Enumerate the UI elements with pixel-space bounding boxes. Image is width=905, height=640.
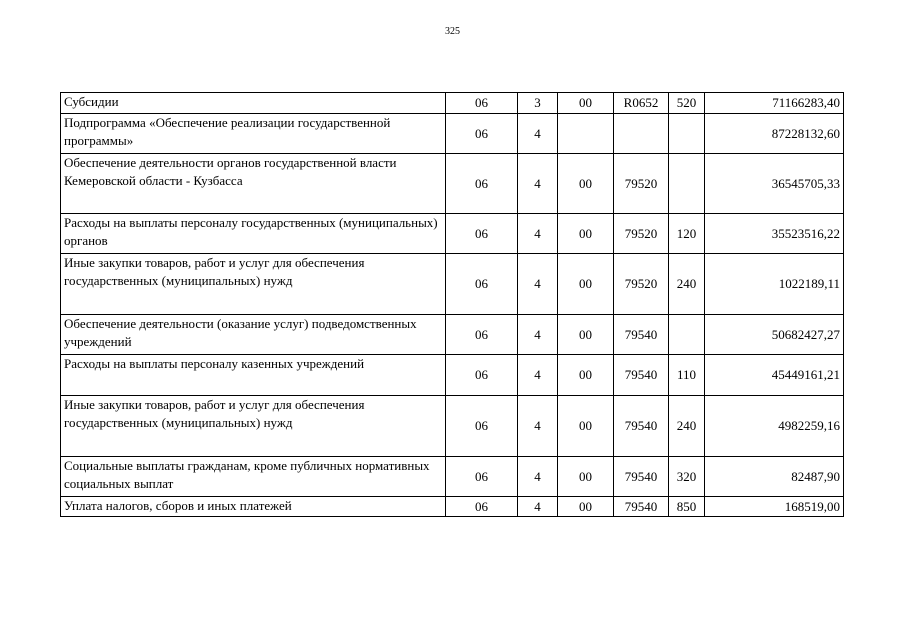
row-name-cell: Обеспечение деятельности органов государственной власти Кемеровской области - Кузбасса — [61, 154, 446, 214]
expense-type-cell: 120 — [669, 214, 705, 254]
table-row — [61, 457, 844, 497]
amount-cell: 1022189,11 — [705, 254, 844, 315]
row-name-cell: Социальные выплаты гражданам, кроме публичных нормативных социальных выплат — [61, 457, 446, 497]
table-row — [61, 154, 844, 214]
amount-cell: 50682427,27 — [705, 315, 844, 355]
section-cell: 06 — [446, 497, 518, 517]
row-name-cell: Субсидии — [61, 93, 446, 114]
section-cell: 06 — [446, 254, 518, 315]
row-name-cell: Обеспечение деятельности (оказание услуг) подведомственных учреждений — [61, 315, 446, 355]
target-article-part2-cell: 79540 — [614, 497, 669, 517]
expense-type-cell — [669, 114, 705, 154]
section-cell: 06 — [446, 214, 518, 254]
table-row — [61, 315, 844, 355]
amount-cell: 87228132,60 — [705, 114, 844, 154]
target-article-part2-cell — [614, 114, 669, 154]
amount-cell: 168519,00 — [705, 497, 844, 517]
expense-type-cell: 850 — [669, 497, 705, 517]
amount-cell: 45449161,21 — [705, 355, 844, 396]
table-row — [61, 114, 844, 154]
subsection-cell: 3 — [518, 93, 558, 114]
subsection-cell: 4 — [518, 355, 558, 396]
row-name-cell: Иные закупки товаров, работ и услуг для обеспечения государственных (муниципальных) нужд — [61, 396, 446, 457]
row-name-cell: Уплата налогов, сборов и иных платежей — [61, 497, 446, 517]
target-article-part1-cell: 00 — [558, 396, 614, 457]
target-article-part2-cell: R0652 — [614, 93, 669, 114]
target-article-part2-cell: 79520 — [614, 254, 669, 315]
row-name-cell: Расходы на выплаты персоналу казенных учреждений — [61, 355, 446, 396]
target-article-part1-cell: 00 — [558, 315, 614, 355]
target-article-part1-cell: 00 — [558, 214, 614, 254]
subsection-cell: 4 — [518, 457, 558, 497]
section-cell: 06 — [446, 93, 518, 114]
target-article-part2-cell: 79540 — [614, 315, 669, 355]
section-cell: 06 — [446, 114, 518, 154]
section-cell: 06 — [446, 396, 518, 457]
row-name-cell: Расходы на выплаты персоналу государственных (муниципальных) органов — [61, 214, 446, 254]
row-name-cell: Подпрограмма «Обеспечение реализации государственной программы» — [61, 114, 446, 154]
target-article-part2-cell: 79540 — [614, 355, 669, 396]
amount-cell: 71166283,40 — [705, 93, 844, 114]
target-article-part2-cell: 79540 — [614, 457, 669, 497]
section-cell: 06 — [446, 457, 518, 497]
page-number: 325 — [445, 26, 460, 37]
subsection-cell: 4 — [518, 214, 558, 254]
table-row — [61, 497, 844, 517]
target-article-part1-cell: 00 — [558, 93, 614, 114]
table-row — [61, 214, 844, 254]
subsection-cell: 4 — [518, 396, 558, 457]
budget-table — [60, 92, 844, 517]
target-article-part1-cell: 00 — [558, 254, 614, 315]
section-cell: 06 — [446, 315, 518, 355]
target-article-part2-cell: 79540 — [614, 396, 669, 457]
table-row — [61, 254, 844, 315]
subsection-cell: 4 — [518, 154, 558, 214]
expense-type-cell — [669, 154, 705, 214]
table-row — [61, 93, 844, 114]
subsection-cell: 4 — [518, 315, 558, 355]
target-article-part2-cell: 79520 — [614, 154, 669, 214]
expense-type-cell: 520 — [669, 93, 705, 114]
target-article-part1-cell: 00 — [558, 497, 614, 517]
row-name-cell: Иные закупки товаров, работ и услуг для обеспечения государственных (муниципальных) нужд — [61, 254, 446, 315]
table-row — [61, 396, 844, 457]
target-article-part2-cell: 79520 — [614, 214, 669, 254]
amount-cell: 4982259,16 — [705, 396, 844, 457]
amount-cell: 36545705,33 — [705, 154, 844, 214]
amount-cell: 82487,90 — [705, 457, 844, 497]
table-row — [61, 355, 844, 396]
amount-cell: 35523516,22 — [705, 214, 844, 254]
target-article-part1-cell: 00 — [558, 355, 614, 396]
subsection-cell: 4 — [518, 254, 558, 315]
section-cell: 06 — [446, 154, 518, 214]
expense-type-cell: 240 — [669, 254, 705, 315]
section-cell: 06 — [446, 355, 518, 396]
target-article-part1-cell: 00 — [558, 154, 614, 214]
expense-type-cell: 110 — [669, 355, 705, 396]
target-article-part1-cell — [558, 114, 614, 154]
expense-type-cell — [669, 315, 705, 355]
subsection-cell: 4 — [518, 114, 558, 154]
expense-type-cell: 320 — [669, 457, 705, 497]
subsection-cell: 4 — [518, 497, 558, 517]
expense-type-cell: 240 — [669, 396, 705, 457]
target-article-part1-cell: 00 — [558, 457, 614, 497]
